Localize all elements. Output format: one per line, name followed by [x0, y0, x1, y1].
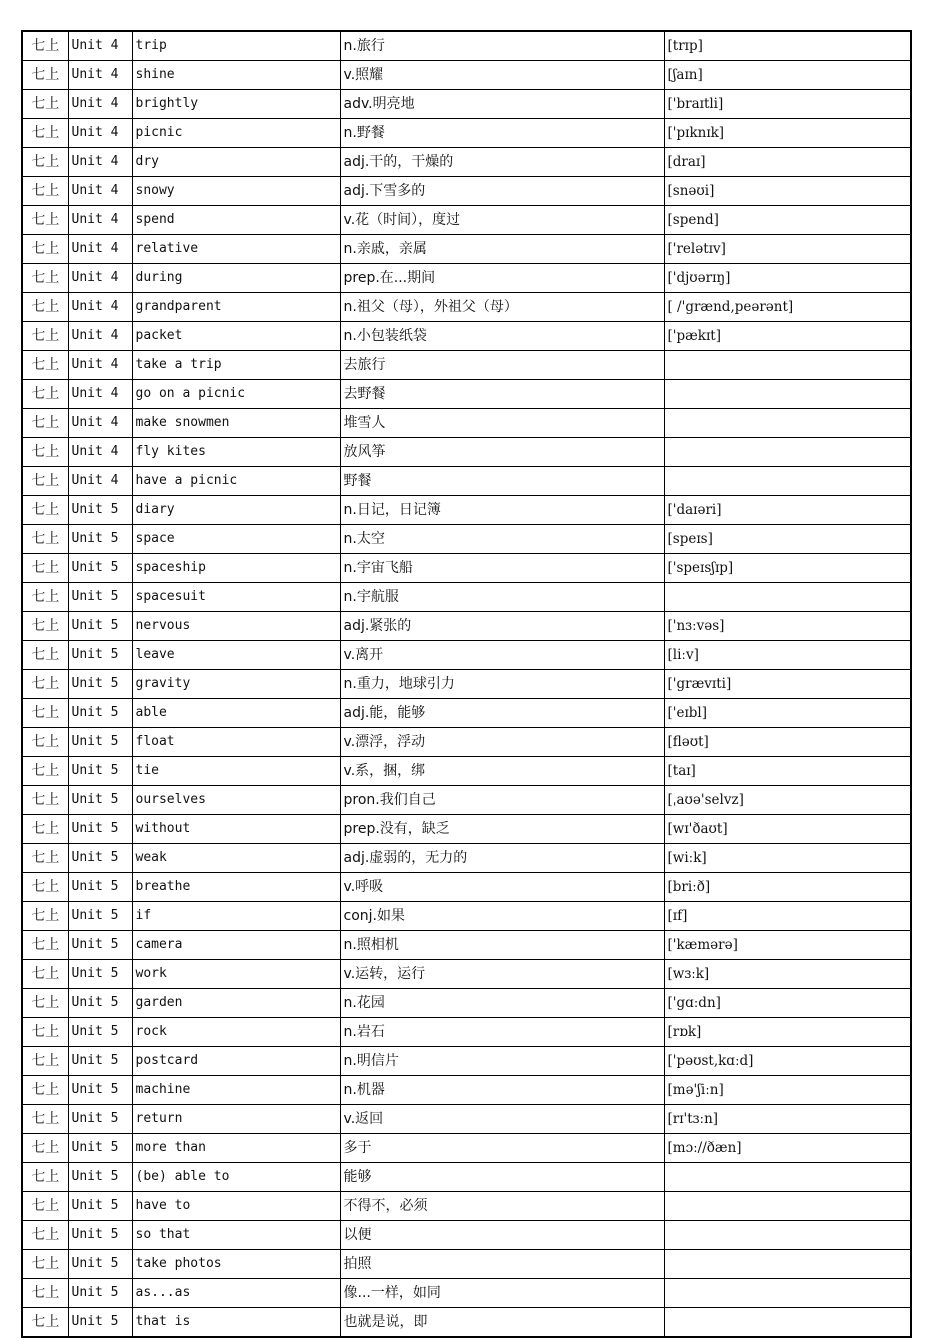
word-cell: breathe: [132, 873, 340, 902]
table-row: [22, 1047, 911, 1076]
grade-cell: 七上: [22, 177, 68, 206]
word-cell: as...as: [132, 1279, 340, 1308]
phonetic-cell: [664, 1279, 911, 1308]
word-cell: take a trip: [132, 351, 340, 380]
word-cell: if: [132, 902, 340, 931]
unit-cell: Unit 5: [68, 554, 132, 583]
vocabulary-table-body: [22, 31, 911, 1337]
phonetic-cell: ['relətɪv]: [664, 235, 911, 264]
grade-cell: 七上: [22, 815, 68, 844]
meaning-cell: n.机器: [340, 1076, 664, 1105]
phonetic-cell: [wɪ'ðaʊt]: [664, 815, 911, 844]
grade-cell: 七上: [22, 1134, 68, 1163]
unit-cell: Unit 4: [68, 409, 132, 438]
phonetic-cell: [mə'ʃiːn]: [664, 1076, 911, 1105]
meaning-cell: n.宇宙飞船: [340, 554, 664, 583]
unit-cell: Unit 5: [68, 728, 132, 757]
meaning-cell: adj.能，能够: [340, 699, 664, 728]
grade-cell: 七上: [22, 786, 68, 815]
meaning-cell: 野餐: [340, 467, 664, 496]
meaning-cell: conj.如果: [340, 902, 664, 931]
phonetic-cell: ['djʊərɪŋ]: [664, 264, 911, 293]
phonetic-cell: [briːð]: [664, 873, 911, 902]
table-row: [22, 380, 911, 409]
table-row: [22, 119, 911, 148]
table-row: [22, 264, 911, 293]
meaning-cell: n.花园: [340, 989, 664, 1018]
grade-cell: 七上: [22, 61, 68, 90]
meaning-cell: n.岩石: [340, 1018, 664, 1047]
phonetic-cell: [664, 1250, 911, 1279]
grade-cell: 七上: [22, 1250, 68, 1279]
unit-cell: Unit 5: [68, 1134, 132, 1163]
word-cell: able: [132, 699, 340, 728]
word-cell: make snowmen: [132, 409, 340, 438]
grade-cell: 七上: [22, 902, 68, 931]
phonetic-cell: ['eɪbl]: [664, 699, 911, 728]
word-cell: take photos: [132, 1250, 340, 1279]
meaning-cell: v.花（时间），度过: [340, 206, 664, 235]
phonetic-cell: [liːv]: [664, 641, 911, 670]
phonetic-cell: [664, 1163, 911, 1192]
table-row: [22, 1163, 911, 1192]
meaning-cell: 去野餐: [340, 380, 664, 409]
unit-cell: Unit 5: [68, 1221, 132, 1250]
word-cell: that is: [132, 1308, 340, 1338]
word-cell: leave: [132, 641, 340, 670]
grade-cell: 七上: [22, 322, 68, 351]
table-row: [22, 525, 911, 554]
unit-cell: Unit 5: [68, 1192, 132, 1221]
phonetic-cell: [spend]: [664, 206, 911, 235]
table-row: [22, 235, 911, 264]
meaning-cell: n.旅行: [340, 31, 664, 61]
word-cell: fly kites: [132, 438, 340, 467]
table-row: [22, 1105, 911, 1134]
unit-cell: Unit 5: [68, 699, 132, 728]
unit-cell: Unit 5: [68, 525, 132, 554]
word-cell: return: [132, 1105, 340, 1134]
grade-cell: 七上: [22, 1105, 68, 1134]
phonetic-cell: [wiːk]: [664, 844, 911, 873]
word-cell: during: [132, 264, 340, 293]
unit-cell: Unit 5: [68, 1163, 132, 1192]
table-row: [22, 728, 911, 757]
grade-cell: 七上: [22, 844, 68, 873]
grade-cell: 七上: [22, 583, 68, 612]
unit-cell: Unit 4: [68, 119, 132, 148]
unit-cell: Unit 5: [68, 815, 132, 844]
unit-cell: Unit 5: [68, 844, 132, 873]
phonetic-cell: [664, 438, 911, 467]
word-cell: spacesuit: [132, 583, 340, 612]
word-cell: space: [132, 525, 340, 554]
table-row: [22, 1076, 911, 1105]
meaning-cell: n.太空: [340, 525, 664, 554]
word-cell: machine: [132, 1076, 340, 1105]
meaning-cell: prep.在...期间: [340, 264, 664, 293]
meaning-cell: 放风筝: [340, 438, 664, 467]
word-cell: ourselves: [132, 786, 340, 815]
meaning-cell: 也就是说，即: [340, 1308, 664, 1338]
meaning-cell: n.日记，日记簿: [340, 496, 664, 525]
grade-cell: 七上: [22, 728, 68, 757]
grade-cell: 七上: [22, 1076, 68, 1105]
table-row: [22, 873, 911, 902]
phonetic-cell: [taɪ]: [664, 757, 911, 786]
unit-cell: Unit 4: [68, 206, 132, 235]
phonetic-cell: ['grævɪti]: [664, 670, 911, 699]
unit-cell: Unit 5: [68, 612, 132, 641]
phonetic-cell: [664, 1192, 911, 1221]
table-row: [22, 699, 911, 728]
grade-cell: 七上: [22, 1308, 68, 1338]
phonetic-cell: [fləʊt]: [664, 728, 911, 757]
meaning-cell: v.系，捆，绑: [340, 757, 664, 786]
table-row: [22, 554, 911, 583]
phonetic-cell: [664, 583, 911, 612]
phonetic-cell: ['speɪsʃɪp]: [664, 554, 911, 583]
meaning-cell: n.明信片: [340, 1047, 664, 1076]
table-row: [22, 293, 911, 322]
table-row: [22, 1308, 911, 1338]
table-row: [22, 322, 911, 351]
table-row: [22, 1018, 911, 1047]
grade-cell: 七上: [22, 960, 68, 989]
meaning-cell: n.宇航服: [340, 583, 664, 612]
unit-cell: Unit 4: [68, 148, 132, 177]
grade-cell: 七上: [22, 235, 68, 264]
phonetic-cell: [trɪp]: [664, 31, 911, 61]
meaning-cell: 以便: [340, 1221, 664, 1250]
unit-cell: Unit 5: [68, 670, 132, 699]
meaning-cell: n.重力，地球引力: [340, 670, 664, 699]
phonetic-cell: [wɜːk]: [664, 960, 911, 989]
unit-cell: Unit 5: [68, 960, 132, 989]
unit-cell: Unit 5: [68, 496, 132, 525]
table-row: [22, 786, 911, 815]
phonetic-cell: ['daɪəri]: [664, 496, 911, 525]
phonetic-cell: [664, 1221, 911, 1250]
table-row: [22, 989, 911, 1018]
phonetic-cell: [664, 1308, 911, 1338]
table-row: [22, 902, 911, 931]
grade-cell: 七上: [22, 90, 68, 119]
table-row: [22, 1134, 911, 1163]
word-cell: camera: [132, 931, 340, 960]
table-row: [22, 467, 911, 496]
table-row: [22, 1250, 911, 1279]
word-cell: shine: [132, 61, 340, 90]
table-row: [22, 90, 911, 119]
word-cell: garden: [132, 989, 340, 1018]
vocabulary-table: [21, 30, 912, 1338]
word-cell: postcard: [132, 1047, 340, 1076]
unit-cell: Unit 5: [68, 1308, 132, 1338]
unit-cell: Unit 5: [68, 989, 132, 1018]
meaning-cell: n.祖父（母），外祖父（母）: [340, 293, 664, 322]
table-row: [22, 1279, 911, 1308]
meaning-cell: adj.虚弱的，无力的: [340, 844, 664, 873]
unit-cell: Unit 4: [68, 438, 132, 467]
grade-cell: 七上: [22, 1163, 68, 1192]
phonetic-cell: [ɪf]: [664, 902, 911, 931]
unit-cell: Unit 4: [68, 177, 132, 206]
meaning-cell: n.亲戚，亲属: [340, 235, 664, 264]
meaning-cell: v.漂浮，浮动: [340, 728, 664, 757]
word-cell: grandparent: [132, 293, 340, 322]
unit-cell: Unit 4: [68, 467, 132, 496]
word-cell: snowy: [132, 177, 340, 206]
word-cell: gravity: [132, 670, 340, 699]
table-row: [22, 148, 911, 177]
phonetic-cell: [rɪ'tɜːn]: [664, 1105, 911, 1134]
unit-cell: Unit 5: [68, 902, 132, 931]
grade-cell: 七上: [22, 119, 68, 148]
meaning-cell: n.小包装纸袋: [340, 322, 664, 351]
unit-cell: Unit 5: [68, 1047, 132, 1076]
meaning-cell: adv.明亮地: [340, 90, 664, 119]
phonetic-cell: [rɒk]: [664, 1018, 911, 1047]
meaning-cell: adj.紧张的: [340, 612, 664, 641]
phonetic-cell: ['nɜːvəs]: [664, 612, 911, 641]
grade-cell: 七上: [22, 31, 68, 61]
grade-cell: 七上: [22, 1192, 68, 1221]
grade-cell: 七上: [22, 873, 68, 902]
table-row: [22, 61, 911, 90]
phonetic-cell: ['pəʊst,kɑːd]: [664, 1047, 911, 1076]
word-cell: rock: [132, 1018, 340, 1047]
phonetic-cell: ['pækɪt]: [664, 322, 911, 351]
grade-cell: 七上: [22, 989, 68, 1018]
grade-cell: 七上: [22, 496, 68, 525]
phonetic-cell: [ /'grænd,peərənt]: [664, 293, 911, 322]
phonetic-cell: [664, 351, 911, 380]
table-row: [22, 583, 911, 612]
word-cell: so that: [132, 1221, 340, 1250]
word-cell: relative: [132, 235, 340, 264]
meaning-cell: v.运转，运行: [340, 960, 664, 989]
phonetic-cell: ['pɪknɪk]: [664, 119, 911, 148]
unit-cell: Unit 4: [68, 293, 132, 322]
grade-cell: 七上: [22, 612, 68, 641]
phonetic-cell: [664, 467, 911, 496]
grade-cell: 七上: [22, 699, 68, 728]
unit-cell: Unit 4: [68, 235, 132, 264]
unit-cell: Unit 5: [68, 873, 132, 902]
grade-cell: 七上: [22, 1279, 68, 1308]
grade-cell: 七上: [22, 641, 68, 670]
grade-cell: 七上: [22, 148, 68, 177]
unit-cell: Unit 4: [68, 61, 132, 90]
meaning-cell: adj.下雪多的: [340, 177, 664, 206]
phonetic-cell: [ʃaɪn]: [664, 61, 911, 90]
grade-cell: 七上: [22, 380, 68, 409]
table-row: [22, 409, 911, 438]
grade-cell: 七上: [22, 438, 68, 467]
meaning-cell: prep.没有，缺乏: [340, 815, 664, 844]
unit-cell: Unit 4: [68, 31, 132, 61]
phonetic-cell: [664, 409, 911, 438]
unit-cell: Unit 5: [68, 757, 132, 786]
meaning-cell: v.返回: [340, 1105, 664, 1134]
meaning-cell: v.离开: [340, 641, 664, 670]
table-row: [22, 438, 911, 467]
table-row: [22, 844, 911, 873]
unit-cell: Unit 5: [68, 931, 132, 960]
unit-cell: Unit 4: [68, 264, 132, 293]
table-row: [22, 641, 911, 670]
word-cell: diary: [132, 496, 340, 525]
grade-cell: 七上: [22, 206, 68, 235]
word-cell: spaceship: [132, 554, 340, 583]
meaning-cell: 堆雪人: [340, 409, 664, 438]
word-cell: without: [132, 815, 340, 844]
unit-cell: Unit 5: [68, 641, 132, 670]
unit-cell: Unit 5: [68, 583, 132, 612]
meaning-cell: pron.我们自己: [340, 786, 664, 815]
word-cell: picnic: [132, 119, 340, 148]
phonetic-cell: [snəʊi]: [664, 177, 911, 206]
meaning-cell: 多于: [340, 1134, 664, 1163]
phonetic-cell: [664, 380, 911, 409]
unit-cell: Unit 5: [68, 1076, 132, 1105]
grade-cell: 七上: [22, 409, 68, 438]
table-row: [22, 670, 911, 699]
meaning-cell: 像...一样，如同: [340, 1279, 664, 1308]
table-row: [22, 31, 911, 61]
word-cell: (be) able to: [132, 1163, 340, 1192]
phonetic-cell: [ˌaʊə'selvz]: [664, 786, 911, 815]
meaning-cell: adj.干的，干燥的: [340, 148, 664, 177]
word-cell: nervous: [132, 612, 340, 641]
phonetic-cell: ['gɑːdn]: [664, 989, 911, 1018]
word-cell: packet: [132, 322, 340, 351]
unit-cell: Unit 5: [68, 1105, 132, 1134]
word-cell: float: [132, 728, 340, 757]
word-cell: brightly: [132, 90, 340, 119]
word-cell: work: [132, 960, 340, 989]
phonetic-cell: ['braɪtli]: [664, 90, 911, 119]
word-cell: spend: [132, 206, 340, 235]
unit-cell: Unit 4: [68, 351, 132, 380]
meaning-cell: 去旅行: [340, 351, 664, 380]
grade-cell: 七上: [22, 351, 68, 380]
table-row: [22, 177, 911, 206]
word-cell: trip: [132, 31, 340, 61]
table-row: [22, 1192, 911, 1221]
grade-cell: 七上: [22, 757, 68, 786]
word-cell: have to: [132, 1192, 340, 1221]
table-row: [22, 931, 911, 960]
phonetic-cell: [mɔː//ðæn]: [664, 1134, 911, 1163]
word-cell: more than: [132, 1134, 340, 1163]
unit-cell: Unit 4: [68, 90, 132, 119]
phonetic-cell: [draɪ]: [664, 148, 911, 177]
grade-cell: 七上: [22, 264, 68, 293]
phonetic-cell: ['kæmərə]: [664, 931, 911, 960]
unit-cell: Unit 4: [68, 380, 132, 409]
table-row: [22, 612, 911, 641]
grade-cell: 七上: [22, 670, 68, 699]
word-cell: have a picnic: [132, 467, 340, 496]
unit-cell: Unit 5: [68, 1018, 132, 1047]
word-cell: weak: [132, 844, 340, 873]
phonetic-cell: [speɪs]: [664, 525, 911, 554]
word-cell: dry: [132, 148, 340, 177]
table-row: [22, 757, 911, 786]
grade-cell: 七上: [22, 1047, 68, 1076]
grade-cell: 七上: [22, 1221, 68, 1250]
meaning-cell: v.呼吸: [340, 873, 664, 902]
grade-cell: 七上: [22, 1018, 68, 1047]
meaning-cell: n.野餐: [340, 119, 664, 148]
meaning-cell: 拍照: [340, 1250, 664, 1279]
meaning-cell: n.照相机: [340, 931, 664, 960]
grade-cell: 七上: [22, 554, 68, 583]
grade-cell: 七上: [22, 293, 68, 322]
table-row: [22, 815, 911, 844]
table-row: [22, 496, 911, 525]
table-row: [22, 1221, 911, 1250]
word-cell: go on a picnic: [132, 380, 340, 409]
meaning-cell: 能够: [340, 1163, 664, 1192]
unit-cell: Unit 5: [68, 1250, 132, 1279]
grade-cell: 七上: [22, 525, 68, 554]
unit-cell: Unit 5: [68, 786, 132, 815]
table-row: [22, 351, 911, 380]
meaning-cell: v.照耀: [340, 61, 664, 90]
grade-cell: 七上: [22, 931, 68, 960]
grade-cell: 七上: [22, 467, 68, 496]
meaning-cell: 不得不，必须: [340, 1192, 664, 1221]
word-cell: tie: [132, 757, 340, 786]
unit-cell: Unit 5: [68, 1279, 132, 1308]
table-row: [22, 960, 911, 989]
unit-cell: Unit 4: [68, 322, 132, 351]
table-row: [22, 206, 911, 235]
